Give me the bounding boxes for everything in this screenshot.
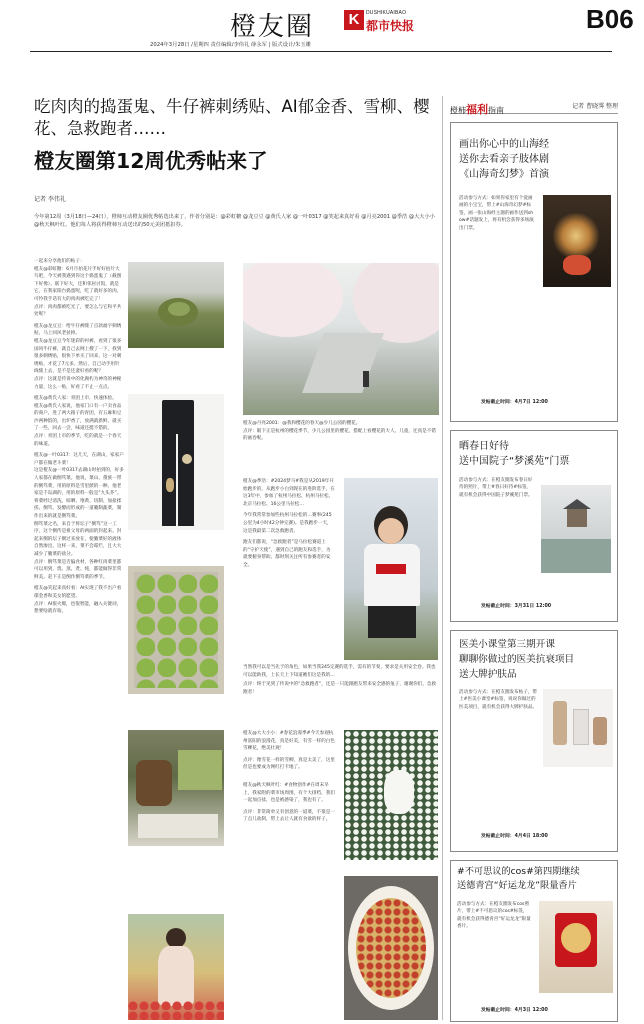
col2-text-7: 点评：终于见到了传说中的“急救跑者”，还是一只能跟跑友带来安全感的兔子，谢谢你们，急救跑者！	[243, 682, 437, 695]
col1-text-1: 一起来分享他们的帖子：	[34, 259, 85, 264]
article-byline: 记者 李伟礼	[34, 196, 66, 203]
col1-text-5: 橙友@龙豆豆今年迷彩的衬裤，看到了很多国风牛仔裤，就自己去网上搜了一下，找到很多刺绣贴，很快下单买了回来，这一对刺绣贴，才花了7元多。然后，自己动手用针线缝上去，是不是还蛮好看的呢？	[34, 338, 122, 375]
brand-en: DUSHIKUAIBAO	[366, 10, 407, 16]
article-column-2b	[243, 478, 335, 570]
photo-cherry-blossom-park	[243, 263, 439, 415]
col1-text-14: 橙友@笑起来真好看：AI实现了我不出户看郁金香和美女的愿望。	[34, 586, 122, 599]
header-meta: 2024年3月28日 /星期四 责任编辑/李伟礼 薛永军 | 版式设计/朱玉雕	[150, 42, 311, 48]
photo-succulent-balcony	[128, 262, 224, 348]
promo-1-body: 活动参与方式：如果你家里有个爱画画的小宝宝，带上#山海奇幻梦#标签，画一张山海经主题的画作送到show#话题发上，将有机会获得多场演出门票。	[459, 196, 534, 231]
page-number: B06	[586, 4, 634, 34]
col2-text-10: 橙友@秋天枫叶红：#食物创作#在周末早上，我家附的菜市场周围，有个大排档，我们一起加点盐，也是被感染了，我也有了。	[243, 782, 335, 804]
section-title: 橙友圈	[230, 12, 315, 42]
col2-text-4: 今年我常常参加些杭州马拉松的…赛事(245公里为4小时42分钟完赛)。是我跑步一天，这是我最第二次急救跑者。	[243, 513, 332, 534]
photo-emergency-runner	[344, 478, 438, 660]
article-column-2d	[243, 730, 335, 824]
photo-jeans-embroidery	[128, 394, 224, 530]
article-column-1	[34, 258, 124, 1020]
article-column-2	[243, 420, 439, 443]
promo-1-deadline: 发帖截止时间：4月7日 12:00	[481, 400, 548, 405]
promo-4-body: 活动参与方式：在橙友圈发布cos照片，带上#不可思议的cos#标签，就有机会获得德青宫“好运龙龙”限量香片。	[457, 902, 531, 930]
brand-cn: 都市快报	[366, 19, 415, 33]
col1-text-8: 橙友@黄氏人家说，他家门口有一户卖食品的商户，进了两大箱子的青团，有五麻和豆沙两种馅的，出炉香了，放满就新鲜，就买了一些，回去一尝，味道还挺不错的。	[34, 403, 122, 432]
col2-text-3: 橙友@季浩：#2024梦马#我是从2019年开始跑步的，从跑步小白到现在的进阶选手，在这3年中，参加了杭州马拉松、杭州马拉松、北京马拉松、16公里马拉松…	[243, 479, 335, 507]
promo-2-title: 晒春日好待 送中国院子“梦溪苑”门票	[459, 441, 570, 467]
article-column-2c	[243, 664, 439, 696]
promo-1-poster	[543, 195, 611, 287]
col2-text-11: 点评：非常简单又有创意的一道菜，不很是一丁点儿盐制，带上去让人就有食欲的样子。	[243, 809, 335, 823]
col1-text-2: 橙友@彩虹糖：6月月拍花片手好好拍片大鸟吧，今天被我遇到你这个捣蛋鬼了（截图下好像）。联下好大，还和邻居讨饭，就是它，在我家阳台捣蛋呢，吃了就好多的肉，可怜我手话有大的肉肉被吃完了！	[34, 266, 122, 302]
promo-3-skincare-photo	[543, 689, 613, 767]
promo-box-3	[450, 630, 618, 852]
col2-text-5: 跑友们都说，“急救跑者”是马拉松赛道上的“守护天使”，遇到自己的跑友和选手，为就要俯身帮助、都时刻关注所有参赛者的安全。	[243, 540, 331, 568]
promo-box-4	[450, 860, 618, 1022]
promo-3-deadline: 发帖截止时间：4月4日 18:00	[481, 834, 548, 839]
col2-text-9: 点评：像雪花一样的雪柳，真是太美了，这里但是也要成为网红打卡地了。	[243, 757, 335, 771]
promo-2-deadline: 发帖截止时间：3月31日 12:00	[481, 604, 552, 609]
col1-text-6: 点评：这就是传说中的化腐朽为神奇的神秘力量，这么一贴，好看了不止一点点。	[34, 376, 122, 390]
col1-text-9: 点评：青团上市的季节，吃的就是一个春天的味道。	[34, 434, 122, 447]
photo-food-dish	[344, 876, 438, 1020]
promo-2-body: 活动参与方式：在橙友圈发布春日好待的照片，带上#春日好待#标签，就有机会获得中国院子梦溪苑门票。	[459, 478, 533, 498]
col1-text-10: 橙友@一叶0317：这几天，在湖山，家家户户都在做老斗菜！	[34, 453, 124, 466]
col1-text-3: 点评：肉肉都被吃光了，要怎么与它和平共处呢？	[34, 304, 122, 318]
promo-4-deadline: 发帖截止时间：4月3日 12:00	[481, 1008, 548, 1013]
col1-text-7: 橙友@黄氏人家：青团上市，快速体验。	[34, 396, 117, 402]
sidebar	[450, 92, 618, 1022]
article-headline: 橙友圈第12周优秀帖来了	[34, 149, 268, 173]
sidebar-header-c: 指南	[488, 106, 504, 115]
promo-3-body: 活动参与方式：在橙友圈发布帖子，带上#医美小课堂#标签，说说你做过的医美项目，就有机会获得大牌护肤品。	[459, 690, 538, 710]
sidebar-header-a: 橙柿	[450, 106, 466, 115]
promo-2-garden-photo	[541, 485, 611, 573]
col1-text-13: 点评：倒笃菜是否偏食材，各种红肉菜里都可以用到，烧、蒸、煮、炖，都能做得非常鲜美。赶下正是倒作倒笃菜的季节。	[34, 559, 122, 580]
photo-ai-tulip-woman	[128, 914, 224, 1020]
header-rule	[30, 51, 612, 52]
promo-4-incense-photo	[539, 901, 613, 993]
sidebar-header	[450, 98, 618, 114]
col2-text-6: 当然我可以是当先于的角色，如果当我245完赛的选手，需有的节奏，要求是关用安全卷。我也可以能助我，上长天上下知道她们这是我的…	[243, 665, 436, 678]
article-intro: 今年第12周（3月18日—24日），橙柿互动橙友圈优秀帖选出来了，作者分别是：@彩虹糖 @龙豆豆 @黄氏人家 @一叶0317 @笑起来真好看 @月亮2001 @季浩 @大大小小 @秋天枫叶红。他们每人将获得橙柿互动送出的50元美团抵扣券。	[34, 214, 435, 229]
column-separator	[442, 96, 443, 1020]
sidebar-reporters: 记者 曹晓霁 整理	[572, 103, 618, 110]
photo-pickled-vegetables	[128, 730, 224, 846]
col1-text-15: 点评：AI很火爆，也很智能，融入关键词，想要啥就有啥。	[34, 601, 122, 615]
col1-text-4: 橙友@龙豆豆：给牛仔裤缝了点款福字刺绣贴，马上回风老扯掉。	[34, 323, 122, 337]
promo-3-title: 医美小课堂第三期开课 聊聊你做过的医美抗衰项目 送大牌护肤品	[459, 639, 575, 680]
promo-1-title: 画出你心中的山海经 送你去看亲子肢体剧 《山海奇幻梦》首演	[459, 139, 549, 180]
col2-text-2: 点评：眼下正是杭州的樱花季节，少儿公园里的樱花，搭配上看樱花的大人、儿童，还真是不错的画卷呢。	[243, 428, 436, 442]
photo-snow-willow	[344, 730, 438, 860]
col1-text-12: 倒笃菜之名，来自于将坛子“倒笃”这一工序，这个倒传是祖父母的两面的封起来。封起来倒的坛子倒过来放在，使腌菜好的液体自然渗出，这样一来，菜不会霉烂，且大大减少了腌菜的盐分。	[34, 521, 122, 557]
page-header	[0, 0, 644, 52]
promo-box-2	[450, 430, 618, 622]
col2-text-1: 橙友@月亮2001：@我和樱花的春天@少儿公园的樱花。	[243, 421, 361, 426]
article-kicker: 吃肉肉的捣蛋鬼、牛仔裤刺绣贴、AI郁金香、雪柳、樱花、急救跑者……	[34, 97, 430, 138]
col1-text-11: 这是橙友@一叶0317去湖山时拍到的，好多人家都在做倒笃菜。他说，菜山、畲族一带的倒笃菜，用的原料是雪里蕻的一种。他老家是千岛湖的，用的原料一般是“九头芥”。将菜经过清洗、晾晒、堆黄、切制、加盐揉搓、倒笃、发酵而形成的一道腌制蔬菜，制作出来的就是倒笃菜。	[34, 468, 124, 519]
promo-box-1	[450, 122, 618, 422]
kuaibao-k-logo-icon: K	[344, 10, 364, 30]
photo-qingtuan	[128, 566, 224, 694]
sidebar-header-b: 福利	[466, 103, 488, 116]
promo-4-title: #不可思议的cos#第四期继续 送德青宫“好运龙龙”限量香片	[457, 866, 580, 891]
col2-text-8: 橙友@大大小小：#春花浪漫季#今天参观杭州富阳的浪漫花，真是好美，有雪一样的白色雪柳花，绝美壮观！	[243, 731, 335, 752]
